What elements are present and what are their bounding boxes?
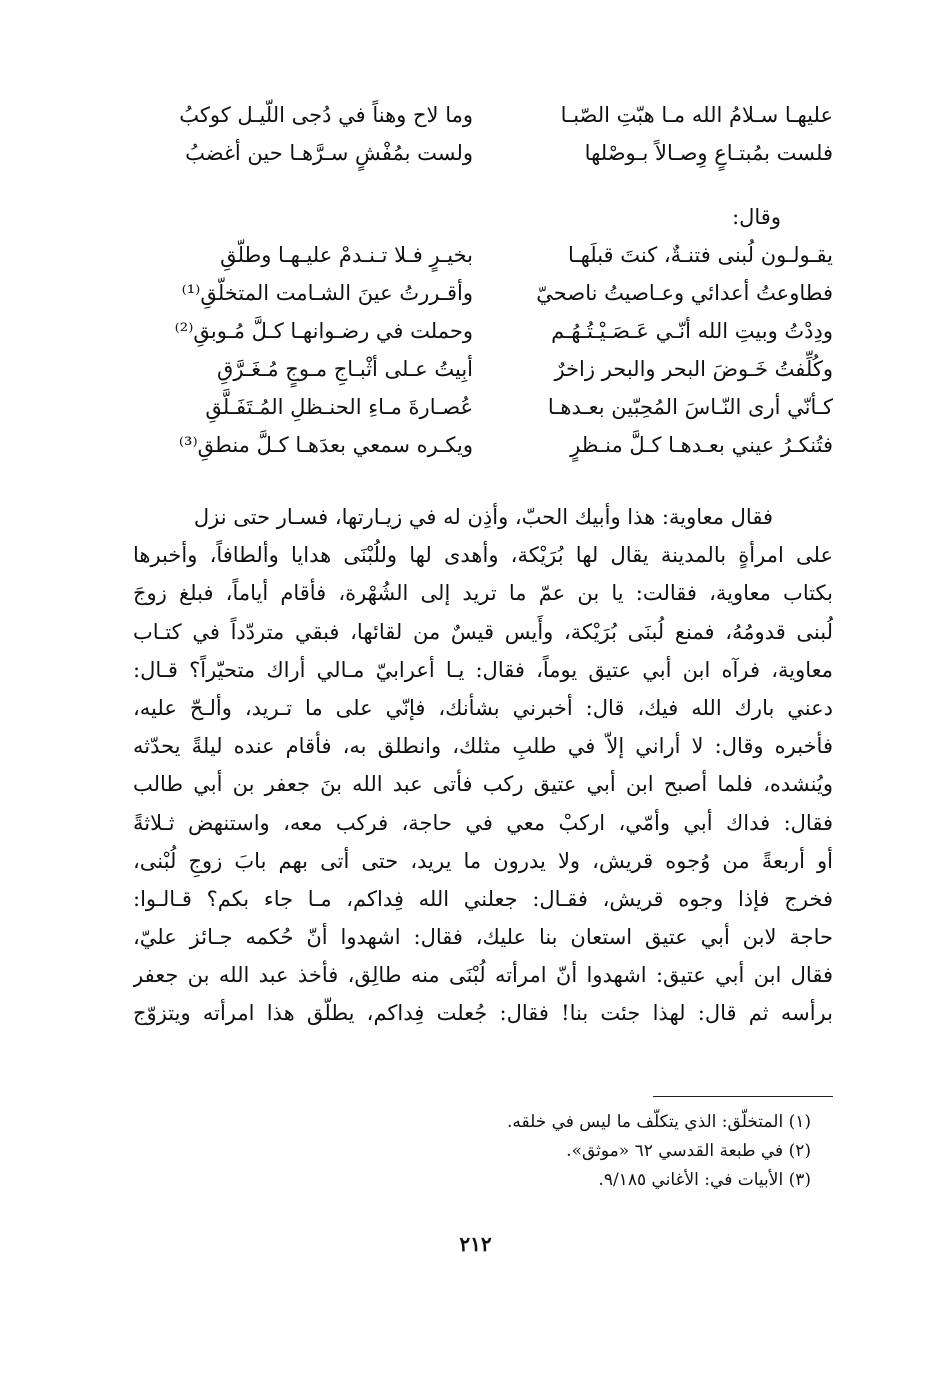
prose-line: فخرج فإذا وجوه قريش، فقـال: جعلني الله فِداكم، مـا جاء بكم؟ قـالـوا: [133,886,833,911]
poem-intro: وقال: [732,205,781,229]
verse-second-hemistich: وأقـررتُ عينَ الشـامت المتخلّقِ⁽¹⁾ [181,281,473,305]
footnote: (٣) الأبيات في: الأغاني ٩/١٨٥. [598,1170,811,1190]
poem-second [133,236,833,464]
prose-line: بكتاب معاوية، فقالت: يا بن عمّ ما تريد إلى الشُهْرة، فأقام أياماً، فبلغ زوجَ [133,581,833,606]
prose-line: فأخبره وقال: لا أراني إلاّ في طلبِ مثلك، وانطلق به، فأقام عنده ليلةً يحدّثه [133,734,833,759]
prose-line: أو أربعةً من وُجوه قريش، ولا يدرون ما يريد، حتى أتى بهم بابَ زوجِ لُبْنى، [133,848,833,873]
prose-line: فقال ابن أبي عتيق: اشهدوا أنّ امرأته لُبْنَى منه طالِق، فأخذ عبد الله بن جعفر [133,963,833,988]
prose-line: معاوية، فرآه ابن أبي عتيق يوماً، فقال: يـا أعرابيّ مـالي أراك متحيّراً؟ قـال: [133,657,833,682]
footnote: (١) المتخلّق: الذي يتكلّف ما ليس في خلقه. [506,1112,811,1132]
verse-second-hemistich: بخيـرٍ فـلا تـنـدمْ عليـهـا وطلّقِ [220,243,473,267]
prose-line: على امرأةٍ بالمدينة يقال لها بُرَيْكة، وأهدى لها وللُبْنَى هدايا وألطافاً، وأخبرها [133,543,833,568]
verse-first-hemistich: فطاوعتُ أعدائي وعـاصيتُ ناصحيّ [536,281,833,305]
footnote: (٢) في طبعة القدسي ٦٢ «موثق». [566,1141,811,1161]
prose-line: دعني بارك الله فيك، قال: أخبرني بشأنك، فإنّي على ما تـريد، وألـحّ عليه، [133,695,833,720]
verse-second-hemistich: وحملت في رضـوانهـا كـلَّ مُـوبقِ⁽²⁾ [174,319,473,343]
verse-second-hemistich: ولست بمُفْشٍ سـرَّهـا حين أغضبُ [185,141,473,165]
verse-row [133,388,833,426]
page-number: ٢١٢ [459,1232,492,1256]
verse-second-hemistich: وما لاح وهناً في دُجى اللّيـل كوكبُ [179,103,473,127]
verse-second-hemistich: أبِيتُ عـلى أثْبـاجِ مـوجٍ مُـغَـرَّقِ [217,357,473,381]
footnotes [131,1108,811,1195]
prose-line: لُبنى قدومُهُ، فمنع لُبنَى بُرَيْكة، وأَيس قيسٌ من لقائها، فبقي متردّداً في كتـاب [133,619,833,644]
verse-first-hemistich: فتُنكـرُ عيني بعـدهـا كـلَّ منـظرٍ [570,433,833,457]
verse-first-hemistich: ودِدْتُ وبيتِ الله أنّـي عَـصَـيْـتُـهُـم [551,319,833,343]
verse-row [133,312,833,350]
verse-row [133,134,833,172]
verse-first-hemistich: فلست بمُبتـاعٍ وِصـالاً بـوصْلها [584,141,833,165]
verse-second-hemistich: عُصـارةَ مـاءِ الحنـظلِ المُـتَفَـلَّقِ [205,395,473,419]
verse-first-hemistich: عليهـا سـلامُ الله مـا هبّتِ الصّبـا [560,103,833,127]
verse-row [133,426,833,464]
footnote-divider [653,1096,833,1097]
prose-line: برأسه ثم قال: لهذا جئت بنا! فقال: جُعلت فِداكم، يطلّق هذا امرأته ويتزوّج [133,1001,833,1026]
prose-line: فقال: فداك أبي وأمّي، اركبْ معي في حاجة، فركب معه، واستنهض ثـلاثةً [133,810,833,835]
verse-first-hemistich: كـأنّي أرى النّـاسَ المُحِبّين بعـدهـا [547,395,833,419]
prose-line: حاجة لابن أبي عتيق استعان بنا عليك، فقال: اشهدوا أنّ حُكمه جـائز عليّ، [133,925,833,950]
prose-paragraph [133,498,833,1033]
prose-line: ويُنشده، فلما أصبح ابن أبي عتيق ركب فأتى عبد الله بنَ جعفر بن أبي طالب [133,772,833,797]
verse-first-hemistich: يقـولـون لُبنى فتنـةٌ، كنتَ قبلَهـا [568,243,833,267]
verse-row [133,236,833,274]
poem-first [133,96,833,172]
verse-row [133,350,833,388]
verse-second-hemistich: ويكـره سمعي بعدَهـا كـلَّ منطقِ⁽³⁾ [178,433,473,457]
prose-line: فقال معاوية: هذا وأبيك الحبّ، وأذِن له في زيـارتها، فسـار حتى نزل [193,505,773,529]
verse-first-hemistich: وكُلِّفتُ خَـوضَ البحر والبحر زاخرٌ [554,357,833,381]
verse-row [133,274,833,312]
verse-row [133,96,833,134]
